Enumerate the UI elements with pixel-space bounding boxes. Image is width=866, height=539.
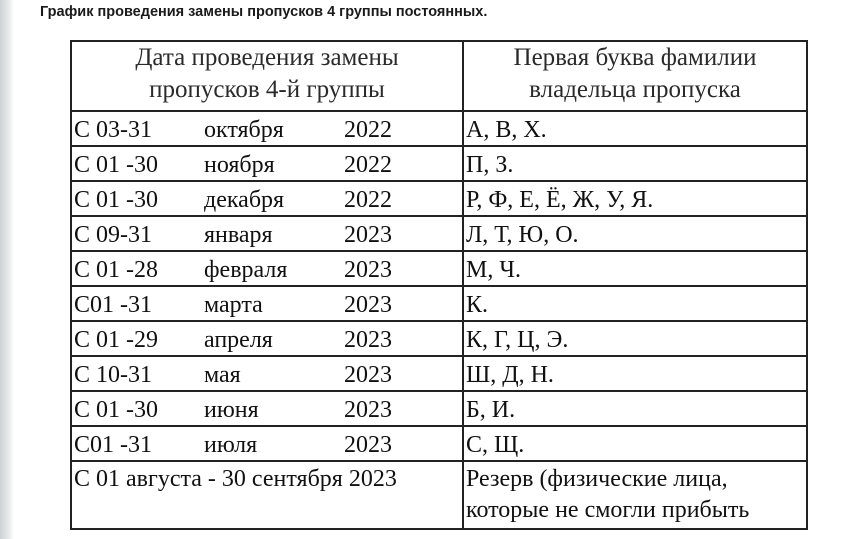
table-row [71, 286, 807, 321]
date-year: 2023 [344, 397, 392, 423]
surname-letters: К. [466, 292, 489, 318]
date-year: 2022 [344, 117, 392, 143]
date-range: С 09-31 [74, 222, 152, 248]
date-year: 2023 [344, 327, 392, 353]
date-year: 2022 [344, 187, 392, 213]
header-date-text: Дата проведения замены пропусков 4-й группы [135, 44, 399, 103]
table-row [71, 251, 807, 286]
date-cell [71, 251, 463, 286]
date-month: июля [204, 432, 258, 458]
date-month: июня [204, 397, 259, 423]
reserve-date: С 01 августа - 30 сентября 2023 [74, 466, 397, 492]
table-row [71, 321, 807, 356]
surname-letters: Л, Т, Ю, О. [466, 222, 579, 248]
surname-letters: А, В, Х. [466, 117, 547, 143]
window-edge [0, 0, 14, 539]
reserve-note-cell [463, 461, 807, 529]
date-cell [71, 321, 463, 356]
date-range: С 01 -30 [74, 152, 158, 178]
date-month: апреля [204, 327, 273, 353]
letters-cell [463, 426, 807, 461]
letters-cell [463, 181, 807, 216]
date-year: 2023 [344, 292, 392, 318]
schedule-table [70, 40, 808, 530]
date-cell [71, 111, 463, 146]
surname-letters: К, Г, Ц, Э. [466, 327, 569, 353]
date-cell [71, 181, 463, 216]
table-row [71, 146, 807, 181]
date-range: С01 -31 [74, 432, 152, 458]
date-month: февраля [204, 257, 288, 283]
header-letter-text: Первая буква фамилии владельца пропуска [513, 44, 757, 103]
letters-cell [463, 251, 807, 286]
date-range: С 03-31 [74, 117, 152, 143]
date-range: С 01 -28 [74, 257, 158, 283]
date-cell [71, 216, 463, 251]
header-letter [463, 41, 807, 111]
date-cell [71, 426, 463, 461]
table-row [71, 356, 807, 391]
reserve-date-cell [71, 461, 463, 529]
surname-letters: М, Ч. [466, 257, 521, 283]
table-row-reserve [71, 461, 807, 529]
date-month: мая [204, 362, 241, 388]
date-cell [71, 356, 463, 391]
letters-cell [463, 216, 807, 251]
date-range: С 01 -30 [74, 187, 158, 213]
date-year: 2023 [344, 432, 392, 458]
date-month: марта [204, 292, 263, 318]
table-row [71, 426, 807, 461]
letters-cell [463, 321, 807, 356]
table-row [71, 216, 807, 251]
letters-cell [463, 286, 807, 321]
date-year: 2023 [344, 362, 392, 388]
letters-cell [463, 391, 807, 426]
table-header-row [71, 41, 807, 111]
date-year: 2022 [344, 152, 392, 178]
date-range: С 10-31 [74, 362, 152, 388]
letters-cell [463, 146, 807, 181]
date-cell [71, 391, 463, 426]
date-month: января [204, 222, 273, 248]
letters-cell [463, 356, 807, 391]
date-range: С 01 -30 [74, 397, 158, 423]
table-row [71, 111, 807, 146]
date-range: С 01 -29 [74, 327, 158, 353]
surname-letters: Ш, Д, Н. [466, 362, 554, 388]
table-row [71, 391, 807, 426]
date-cell [71, 286, 463, 321]
page-title: График проведения замены пропусков 4 группы постоянных. [40, 4, 488, 20]
date-range: С01 -31 [74, 292, 152, 318]
header-date [71, 41, 463, 111]
surname-letters: С, Щ. [466, 432, 525, 458]
surname-letters: П, З. [466, 152, 514, 178]
date-year: 2023 [344, 222, 392, 248]
date-month: декабря [204, 187, 285, 213]
date-cell [71, 146, 463, 181]
letters-cell [463, 111, 807, 146]
surname-letters: Р, Ф, Е, Ё, Ж, У, Я. [466, 187, 654, 213]
table-row [71, 181, 807, 216]
reserve-note: Резерв (физические лица, которые не смогли прибыть [466, 466, 750, 523]
date-month: ноября [204, 152, 275, 178]
surname-letters: Б, И. [466, 397, 516, 423]
date-month: октября [204, 117, 284, 143]
date-year: 2023 [344, 257, 392, 283]
